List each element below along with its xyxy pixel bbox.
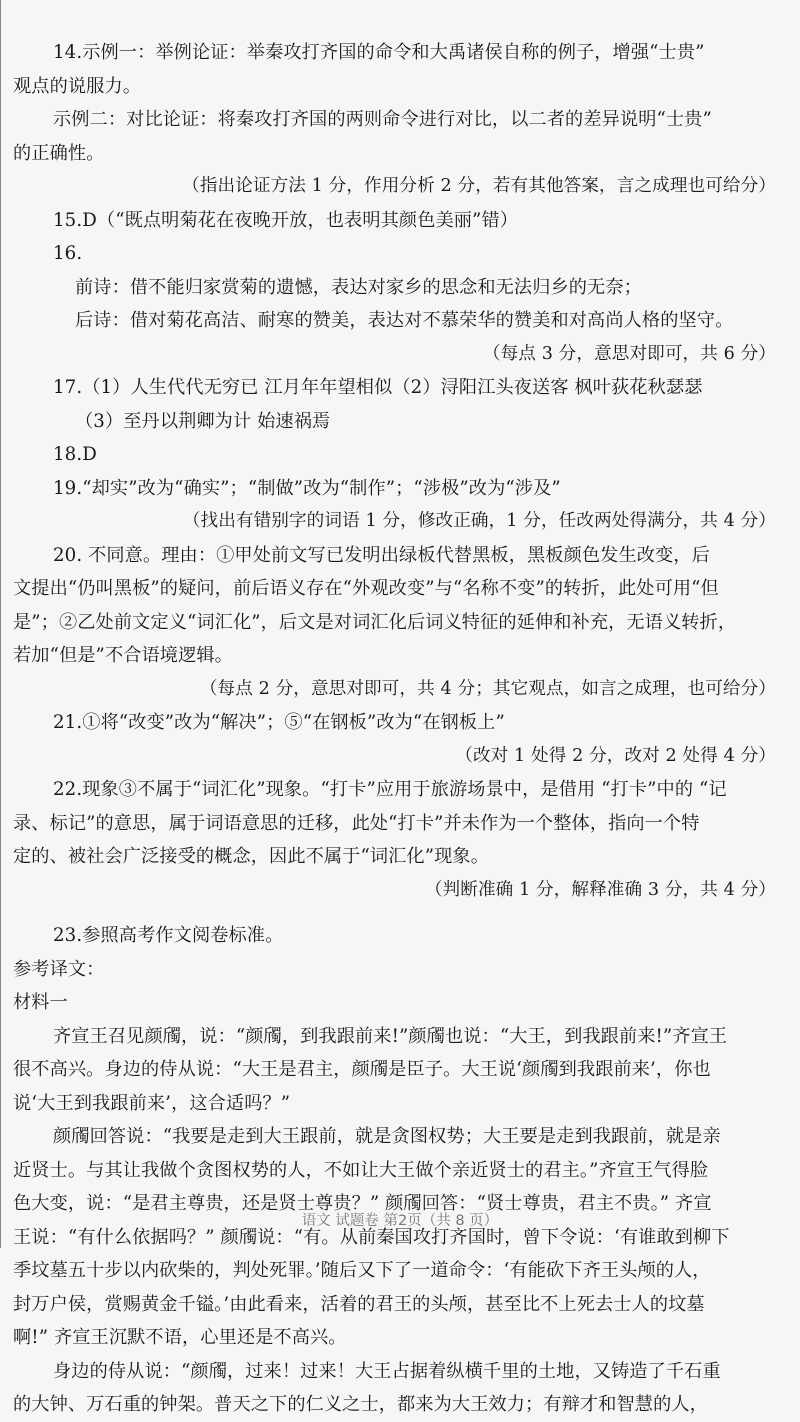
- q22-scoring-note: （判断准确 1 分，解释准确 3 分，共 4 分）: [424, 879, 776, 900]
- q14-line-3: 示例二：对比论证：将秦攻打齐国的两则命令进行对比，以二者的差异说明“士贵”: [53, 109, 712, 130]
- translation-p2-line: 啊!” 齐宣王沉默不语，心里还是不高兴。: [13, 1327, 347, 1348]
- q17-line-2: （3）至丹以荆卿为计 始速祸焉: [75, 410, 331, 432]
- translation-p3-line: 身边的侍从说：“颜斶，过来！过来！大王占据着纵横千里的土地，又铸造了千石重: [53, 1360, 721, 1382]
- translation-p1-line: 齐宣王召见颜斶，说：“颜斶，到我跟前来!”颜斶也说：“大王，到我跟前来!”齐宣王: [53, 1025, 728, 1047]
- spacer: [13, 907, 786, 919]
- q15-answer: 15.D（“既点明菊花在夜晚开放，也表明其颜色美丽”错）: [53, 209, 519, 231]
- material-label: 材料一: [13, 992, 68, 1013]
- q16-scoring-note: （每点 3 分，意思对即可，共 6 分）: [482, 343, 776, 364]
- q22-line-2: 录、标记”的意思，属于词语意思的迁移，此处“打卡”并未作为一个整体，指向一个特: [13, 812, 700, 834]
- translation-p2-line: 颜斶回答说：“我要是走到大王跟前，就是贪图权势；大王要是走到我跟前，就是亲: [53, 1126, 721, 1147]
- translation-p2-line: 封万户侯，赏赐黄金千镒。’由此看来，活着的君王的头颅，甚至比不上死去士人的坟墓: [13, 1293, 705, 1315]
- q18-answer: 18.D: [53, 444, 97, 465]
- q16-line-2: 后诗：借对菊花高洁、耐寒的赞美，表达对不慕荣华的赞美和对高尚人格的坚守。: [75, 310, 734, 331]
- translation-p2-line: 王说：“有什么依据吗？” 颜斶说：“有。从前秦国攻打齐国时，曾下令说：‘有谁敢到柳下: [13, 1226, 730, 1248]
- q19-scoring-note: （找出有错别字的词语 1 分，修改正确，1 分，任改两处得满分，共 4 分）: [182, 511, 776, 531]
- page-footer: 语文 试题卷 第2页（共 8 页）: [301, 1213, 499, 1229]
- q14-line-4: 的正确性。: [13, 142, 105, 164]
- q23-answer: 23.参照高考作文阅卷标准。: [53, 925, 284, 946]
- q21-line-1: 21.①将“改变”改为“解决”；⑤“在钢板”改为“在钢板上”: [53, 712, 505, 733]
- translation-p2-line: 季坟墓五十步以内砍柴的，判处死罪。’随后又下了一道命令：‘有能砍下齐王头颅的人，: [13, 1260, 711, 1281]
- q16-line-1: 前诗：借不能归家赏菊的遗憾，表达对家乡的思念和无法归乡的无奈；: [75, 276, 642, 298]
- q21-scoring-note: （改对 1 处得 2 分，改对 2 处得 4 分）: [455, 745, 776, 766]
- translation-p2-line: 近贤士。与其让我做个贪图权势的人，不如让大王做个亲近贤士的君主。”齐宣王气得脸: [13, 1159, 709, 1181]
- translation-p1-line: 说‘大王到我跟前来’，这合适吗？”: [13, 1092, 291, 1114]
- translation-heading: 参考译文：: [13, 958, 105, 980]
- q20-line-1: 20. 不同意。理由：①甲处前文写已发明出绿板代替黑板，黑板颜色发生改变，后: [53, 544, 710, 566]
- q22-line-1: 22.现象③不属于“词汇化”现象。“打卡”应用于旅游场景中，是借用 “打卡”中的 “记: [53, 779, 727, 800]
- q14-line-1: 14.示例一：举例论证：举秦攻打齐国的命令和大禹诸侯自称的例子，增强“士贵”: [53, 42, 705, 63]
- q20-scoring-note: （每点 2 分，意思对即可，共 4 分；其它观点，如言之成理，也可给分）: [199, 678, 776, 699]
- translation-p1-line: 很不高兴。身边的侍从说：“大王是君主，颜斶是臣子。大王说‘颜斶到我跟前来’，你也: [13, 1059, 711, 1080]
- q20-line-2: 文提出“仍叫黑板”的疑问，前后语义存在“外观改变”与“名称不变”的转折，此处可用“但: [13, 578, 719, 599]
- q14-line-2: 观点的说服力。: [13, 75, 142, 97]
- q14-scoring-note: （指出论证方法 1 分，作用分析 2 分，若有其他答案，言之成理也可给分）: [182, 176, 776, 196]
- translation-p2-line: 色大变，说：“是君主尊贵，还是贤士尊贵？” 颜斶回答：“贤士尊贵，君主不贵。” 齐宣: [13, 1193, 712, 1214]
- q22-line-3: 定的、被社会广泛接受的概念，因此不属于“词汇化”现象。: [13, 846, 489, 867]
- q20-line-4: 若加“但是”不合语境逻辑。: [13, 645, 233, 666]
- q20-line-3: 是”；②乙处前文定义“词汇化”，后文是对词汇化后词义特征的延伸和补充，无语义转折，: [13, 611, 737, 633]
- q16-number: 16.: [53, 243, 83, 264]
- q17-line-1: 17.（1）人生代代无穷已 江月年年望相似（2）浔阳江头夜送客 枫叶荻花秋瑟瑟: [53, 377, 703, 398]
- q19-line-1: 19.“却实”改为“确实”；“制做”改为“制作”；“涉极”改为“涉及”: [53, 477, 561, 499]
- translation-p3-line: 的大钟、万石重的钟架。普天之下的仁义之士，都来为大王效力；有辩才和智慧的人，: [13, 1394, 708, 1415]
